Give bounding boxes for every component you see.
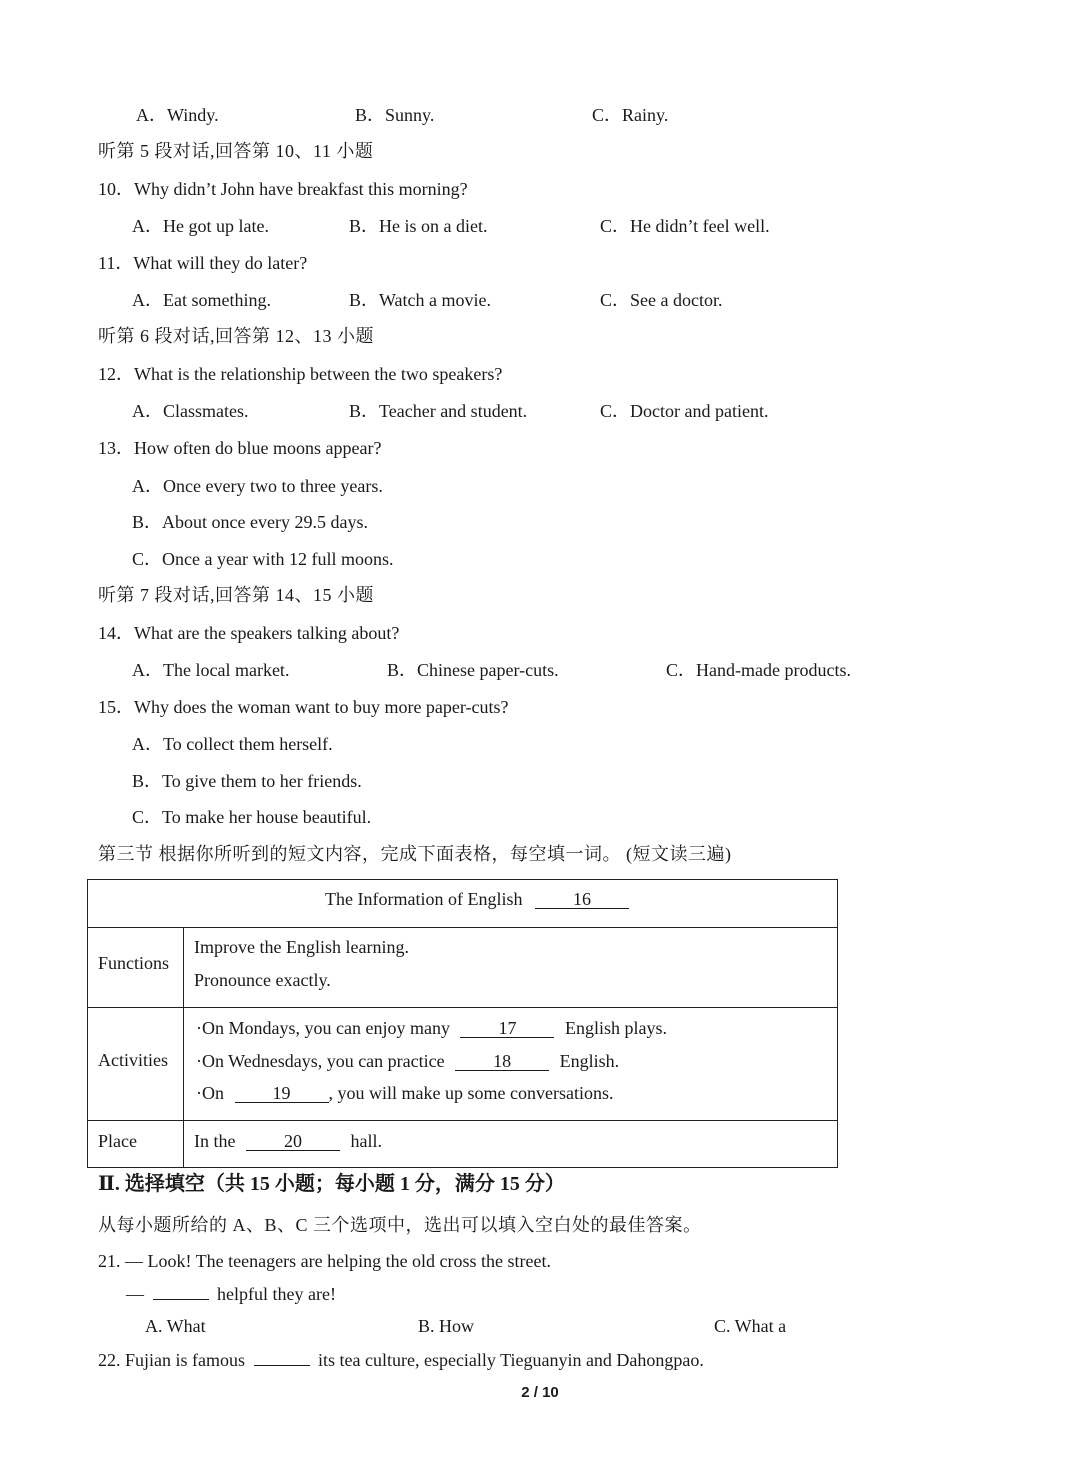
q22-blank [254,1365,310,1366]
q15-stem: 15．Why does the woman want to buy more paper-cuts? [98,697,509,717]
activities-label: Activities [98,1050,168,1070]
blank-17: 17 [460,1019,554,1038]
dialogue-5-heading: 听第 5 段对话,回答第 10、11 小题 [98,141,374,161]
q13-stem: 13．How often do blue moons appear? [98,438,382,458]
q12-stem: 12．What is the relationship between the two speakers? [98,364,503,384]
activity-line-1 [196,1016,667,1040]
section-3-instruction: 第三节 根据你所听到的短文内容，完成下面表格，每空填一词。 (短文读三遍) [98,844,732,864]
activity-2-tail: English. [559,1051,620,1071]
q14-stem: 14．What are the speakers talking about? [98,623,400,643]
q10-option-a: A．He got up late. [132,216,269,236]
functions-line-2: Pronounce exactly. [194,970,331,990]
functions-label: Functions [98,953,170,973]
q9-option-a: A．Windy. [136,105,219,125]
page-number: 2 / 10 [521,1384,559,1401]
table-row-divider [88,1120,837,1121]
information-table [87,879,838,1168]
activity-1-tail: English plays. [564,1018,667,1038]
q12-option-a: A．Classmates. [132,401,249,421]
q22-line [98,1348,704,1372]
blank-16: 16 [535,890,629,909]
q21-option-c: C. What a [714,1316,787,1336]
place-tail: hall. [350,1131,382,1151]
q15-option-a: A．To collect them herself. [132,734,333,754]
place-label: Place [98,1131,137,1151]
functions-line-1: Improve the English learning. [194,937,409,957]
place-line [194,1129,382,1153]
q11-stem: 11．What will they do later? [98,253,308,273]
q21-option-a: A. What [145,1316,206,1336]
table-title-text: The Information of English [325,889,523,909]
table-column-divider [183,928,184,1167]
q21-line-2 [126,1282,336,1306]
q21-tail: helpful they are! [217,1284,336,1304]
table-title [325,887,629,911]
q10-option-b: B．He is on a diet. [349,216,488,236]
blank-19: 19 [235,1084,329,1103]
q10-stem: 10．Why didn’t John have breakfast this morning? [98,179,468,199]
activity-2-text: ·On Wednesdays, you can practice [196,1051,445,1071]
q12-option-c: C．Doctor and patient. [600,401,769,421]
part-2-title: Ⅱ. 选择填空（共 15 小题；每小题 1 分，满分 15 分） [98,1173,565,1195]
q11-option-a: A．Eat something. [132,290,271,310]
q13-option-b: B．About once every 29.5 days. [132,512,368,532]
q13-option-c: C．Once a year with 12 full moons. [132,549,394,569]
q11-option-b: B．Watch a movie. [349,290,492,310]
q14-option-a: A．The local market. [132,660,290,680]
table-row-divider [88,927,837,928]
part-2-instruction: 从每小题所给的 A、B、C 三个选项中，选出可以填入空白处的最佳答案。 [98,1215,702,1235]
q14-option-b: B．Chinese paper-cuts. [387,660,559,680]
q22-text: 22. Fujian is famous [98,1350,245,1370]
q9-option-c: C．Rainy. [592,105,669,125]
activity-3-tail: , you will make up some conversations. [328,1083,614,1103]
blank-18: 18 [455,1052,549,1071]
activity-1-text: ·On Mondays, you can enjoy many [196,1018,450,1038]
q22-tail: its tea culture, especially Tieguanyin and Dahongpao. [318,1350,704,1370]
q21-dash: — [126,1284,144,1304]
q11-option-c: C．See a doctor. [600,290,723,310]
q15-option-c: C．To make her house beautiful. [132,807,372,827]
q13-option-a: A．Once every two to three years. [132,476,383,496]
dialogue-6-heading: 听第 6 段对话,回答第 12、13 小题 [98,326,374,346]
q15-option-b: B．To give them to her friends. [132,771,362,791]
q21-option-b: B. How [418,1316,475,1336]
table-row-divider [88,1007,837,1008]
q21-blank [153,1299,209,1300]
dialogue-7-heading: 听第 7 段对话,回答第 14、15 小题 [98,585,374,605]
q12-option-b: B．Teacher and student. [349,401,528,421]
activity-line-3 [196,1081,613,1105]
activity-line-2 [196,1049,619,1073]
place-text: In the [194,1131,236,1151]
blank-20: 20 [246,1132,340,1151]
q21-line-1: 21. — Look! The teenagers are helping the old cross the street. [98,1251,552,1271]
activity-3-text: ·On [196,1083,224,1103]
q14-option-c: C．Hand-made products. [666,660,851,680]
q9-option-b: B．Sunny. [355,105,435,125]
q10-option-c: C．He didn’t feel well. [600,216,770,236]
